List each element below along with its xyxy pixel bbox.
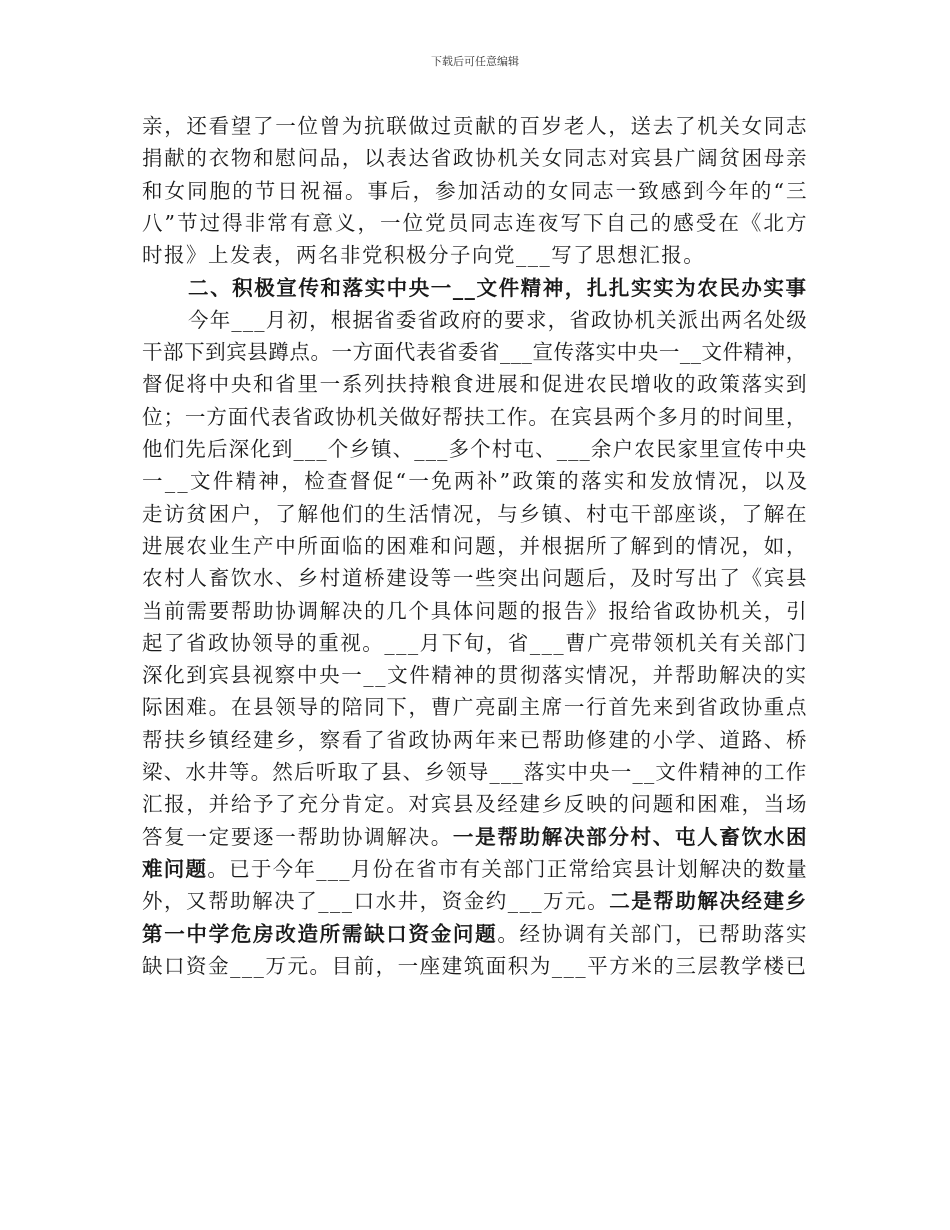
text-segment: 时报》上发表，两名非党积极分子向党___写了思想汇报。 (142, 243, 706, 268)
text-line (142, 759, 807, 785)
text-segment: 起了省政协领导的重视。___月下旬，省___曹广亮带领机关有关部门 (142, 630, 808, 655)
text-segment: 今年___月初，根据省委省政府的要求，省政协机关派出两名处级 (188, 307, 808, 332)
text-segment: 他们先后深化到___个乡镇、___多个村屯、___余户农民家里宣传中央 (142, 437, 808, 461)
text-segment: 外，又帮助解决了___口水井，资金约___万元。 (142, 889, 610, 914)
text-line (142, 533, 808, 559)
text-segment: 际困难。在县领导的陪同下，曹广亮副主席一行首先来到省政协重点 (142, 695, 809, 720)
text-line (142, 242, 705, 268)
text-line (142, 113, 808, 139)
bold-text-segment: 一是帮助解决部分村、屯人畜饮水困 (452, 824, 809, 849)
text-segment: 一__文件精神，检查督促“一免两补”政策的落实和发放情况，以及 (142, 469, 810, 494)
text-line (142, 888, 808, 914)
text-segment: 梁、水井等。然后听取了县、乡领导___落实中央一__文件精神的工作 (142, 760, 808, 784)
text-line (142, 921, 808, 947)
text-segment: 当前需要帮助协调解决的几个具体问题的报告》报给省政协机关，引 (142, 598, 809, 623)
text-line (142, 662, 808, 688)
text-line (142, 565, 808, 591)
text-line (142, 824, 808, 850)
text-line (142, 694, 808, 720)
text-segment: 汇报，并给予了充分肯定。对宾县及经建乡反映的问题和困难，当场 (142, 792, 809, 817)
text-segment: 亲，还看望了一位曾为抗联做过贡献的百岁老人，送去了机关女同志 (142, 114, 809, 138)
text-segment: 。已于今年___月份在省市有关部门正常给宾县计划解决的数量 (207, 856, 809, 881)
text-segment: 和女同胞的节日祝福。事后，参加活动的女同志一致感到今年的“三 (142, 178, 809, 203)
text-segment: 农村人畜饮水、乡村道桥建设等一些突出问题后，及时写出了《宾县 (142, 566, 809, 591)
text-line (142, 727, 808, 753)
text-segment: 督促将中央和省里一系列扶持粮食进展和促进农民增收的政策落实到 (142, 372, 809, 397)
text-segment: 捐献的衣物和慰问品，以表达省政协机关女同志对宾县广阔贫困母亲 (142, 146, 809, 171)
text-segment: 帮扶乡镇经建乡，察看了省政协两年来已帮助修建的小学、道路、桥 (142, 727, 809, 752)
text-segment: 进展农业生产中所面临的困难和问题，并根据所了解到的情况，如， (142, 533, 809, 558)
text-line (142, 953, 808, 979)
text-line (142, 856, 808, 882)
text-line (142, 210, 809, 236)
text-segment: 缺口资金___万元。目前，一座建筑面积为___平方米的三层教学楼已 (142, 953, 808, 978)
bold-text-segment: 第一中学危房改造所需缺口资金问题 (142, 921, 498, 946)
text-line (142, 598, 808, 624)
text-line (142, 501, 808, 527)
text-segment: 走访贫困户，了解他们的生活情况，与乡镇、村屯干部座谈，了解在 (142, 501, 809, 526)
text-line (142, 630, 808, 656)
text-line (188, 307, 808, 333)
text-segment: 干部下到宾县蹲点。一方面代表省委省___宣传落实中央一__文件精神， (142, 340, 807, 365)
text-line (142, 339, 807, 365)
text-line (142, 791, 808, 817)
bold-text-segment: 二、积极宣传和落实中央一__文件精神，扎扎实实为农民办实事 (188, 275, 808, 300)
text-line (142, 404, 807, 430)
text-segment: 答复一定要逐一帮助协调解决。 (142, 824, 453, 849)
text-line (142, 468, 809, 494)
bold-text-segment: 难问题 (142, 856, 208, 881)
text-segment: 位；一方面代表省政协机关做好帮扶工作。在宾县两个多月的时间里， (142, 404, 808, 429)
text-line (142, 436, 807, 462)
text-line (142, 371, 808, 397)
text-segment: 八”节过得非常有意义，一位党员同志连夜写下自己的感受在《北方 (142, 210, 809, 235)
text-segment: 深化到宾县视察中央一__文件精神的贯彻落实情况，并帮助解决的实 (142, 663, 808, 688)
text-line (188, 275, 808, 301)
text-line (142, 145, 808, 171)
bold-text-segment: 二是帮助解决经建乡 (609, 889, 808, 914)
text-segment: 。经协调有关部门，已帮助落实 (497, 921, 809, 946)
page-header: 下载后可任意编辑 (431, 55, 519, 68)
text-line (142, 178, 809, 204)
